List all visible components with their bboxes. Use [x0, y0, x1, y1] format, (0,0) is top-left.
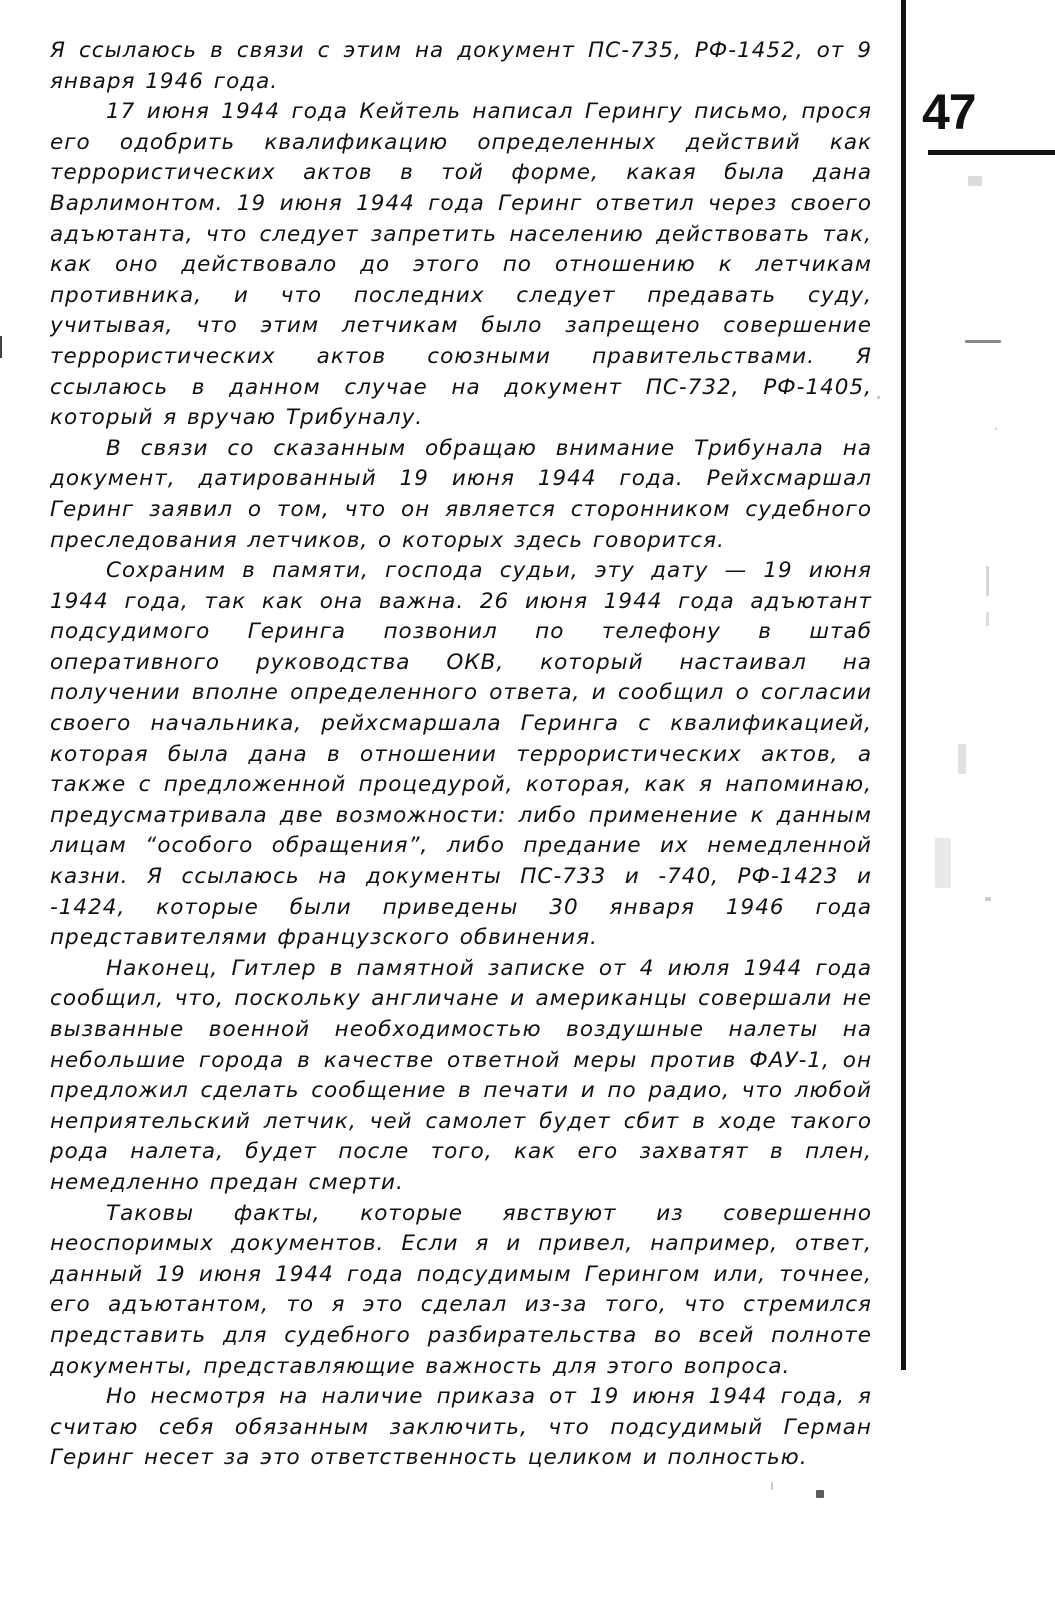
paragraph-5: Наконец, Гитлер в памятной записке от 4 июля 1944 года сообщил, что, поскольку англичане и американцы совершали не вызванные военной необходимостью воздушные налеты на небольшие города в качестве ответной меры против ФАУ-1, он предложил сделать сообщение в печати и по радио, что любой неприятельский летчик, чей самолет будет сбит в ходе такого рода налета, будет после того, как его захватят в плен, немедленно предан смерти. — [50, 955, 872, 1195]
scan-speck — [958, 744, 966, 774]
paragraph-1: Я ссылаюсь в связи с этим на документ ПС-735, РФ-1452, от 9 января 1946 года. — [50, 38, 872, 94]
scan-speck — [985, 897, 991, 901]
text-column — [50, 36, 872, 1556]
paragraph-7: Но несмотря на наличие приказа от 19 июня 1944 года, я считаю себя обязанным заключить, что подсудимый Герман Геринг несет за это ответственность целиком и полностью. — [50, 1384, 872, 1471]
scan-speck — [995, 428, 997, 430]
page-number-underline — [928, 150, 1055, 155]
paragraph-4: Сохраним в памяти, господа судьи, эту дату — 19 июня 1944 года, так как она важна. 26 июня 1944 года адъютант подсудимого Геринга позвонил по телефону в штаб оперативного руководства ОКВ, который настаивал на получении вполне определенного ответа, и сообщил о согласии своего начальника, рейхсмаршала Геринга с квалификацией, которая была дана в отношении террористических актов, а также с предложенной процедурой, которая, как я напоминаю, предусматривала две возможности: либо применение к данным лицам “особого обращения”, либо предание их немедленной казни. Я ссылаюсь на документы ПС-733 и -740, РФ-1423 и -1424, которые были приведены 30 января 1946 года представителями французского обвинения. — [50, 558, 872, 951]
scan-speck — [968, 176, 982, 186]
paragraph-2: 17 июня 1944 года Кейтель написал Герингу письмо, прося его одобрить квалификацию определенных действий как террористических актов в той форме, какая была дана Варлимонтом. 19 июня 1944 года Геринг ответил через своего адъютанта, что следует запретить населению действовать так, как оно действовало до этого по отношению к летчикам противника, и что последних следует предавать суду, учитывая, что этим летчикам было запрещено совершение террористических актов союзными правительствами. Я ссылаюсь в данном случае на документ ПС-732, РФ-1405, который я вручаю Трибуналу. — [50, 99, 872, 431]
paragraph-3: В связи со сказанным обращаю внимание Трибунала на документ, датированный 19 июня 1944 года. Рейхсмаршал Геринг заявил о том, что он является сторонником судебного преследования летчиков, о которых здесь говорится. — [50, 435, 872, 553]
paragraph-6: Таковы факты, которые явствуют из совершенно неоспоримых документов. Если я и привел, например, ответ, данный 19 июня 1944 года подсудимым Герингом или, точнее, его адъютантом, то я это сделал из-за того, что стремился представить для судебного разбирательства во всей полноте документы, представляющие важность для этого вопроса. — [50, 1200, 872, 1379]
left-margin-mark — [0, 336, 2, 358]
scan-speck — [816, 1490, 824, 1498]
scan-speck — [771, 1482, 773, 1490]
scan-speck — [877, 396, 880, 399]
scan-speck — [986, 566, 989, 596]
scan-speck — [935, 838, 951, 888]
page-number: 47 — [922, 84, 976, 140]
margin-vertical-rule — [901, 0, 906, 1370]
scan-speck — [986, 612, 989, 626]
scan-speck — [965, 340, 1001, 343]
